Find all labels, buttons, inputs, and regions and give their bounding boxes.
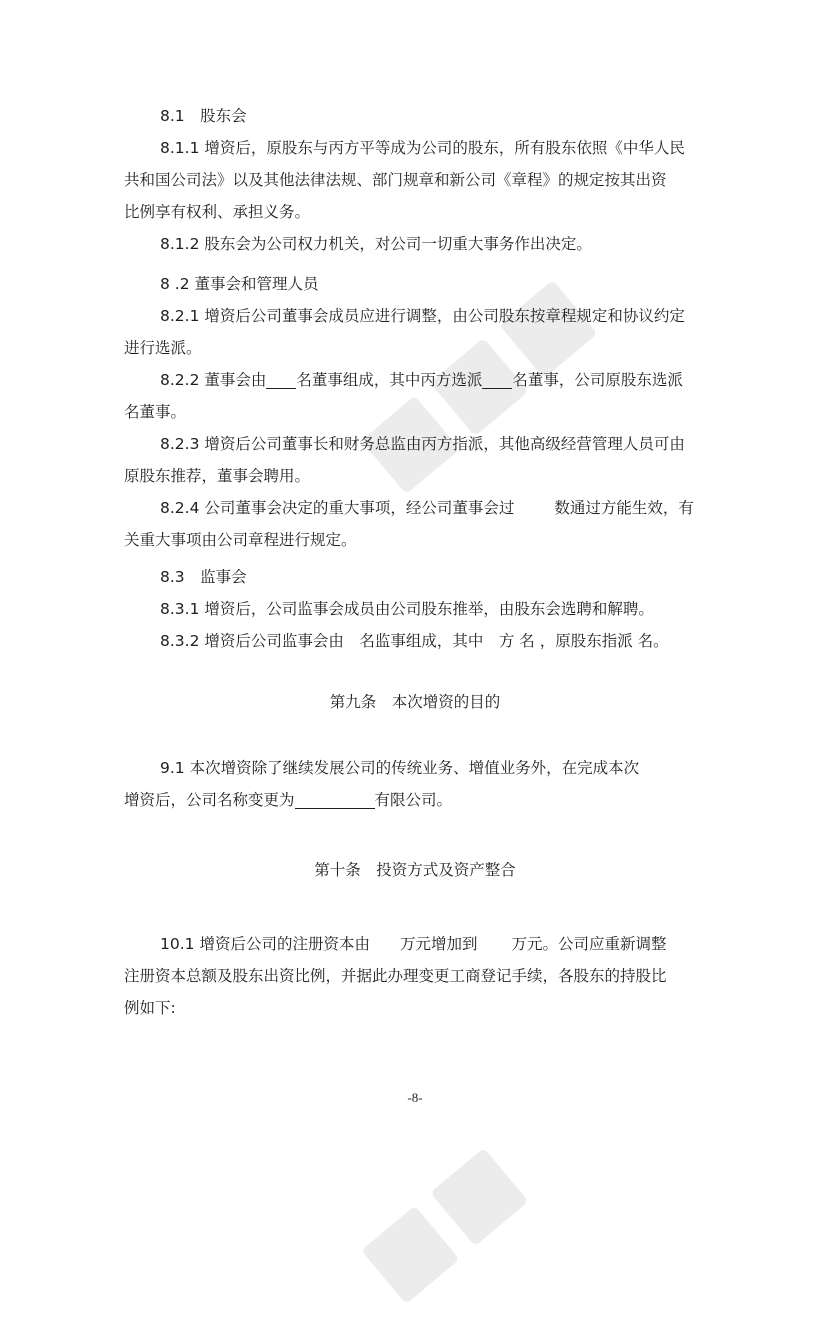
paragraph-line: 名董事。: [124, 403, 187, 421]
section-title: 8 .2 董事会和管理人员: [160, 275, 319, 293]
paragraph-line: 例如下:: [124, 999, 176, 1017]
article-9-body: [124, 752, 714, 816]
watermark-logo-bottom: [330, 1040, 630, 1340]
paragraph-line: [124, 492, 714, 524]
text: 万元。公司应重新调整: [511, 935, 667, 953]
text: 有限公司。: [374, 791, 453, 809]
paragraph-line: 8.1.2 股东会为公司权力机关，对公司一切重大事务作出决定。: [160, 235, 592, 253]
paragraph-line: 8.2.3 增资后公司董事长和财务总监由丙方指派，其他高级经营管理人员可由: [160, 435, 685, 453]
text: 增资后，公司名称变更为: [124, 791, 295, 809]
section-8-1: [124, 100, 714, 260]
text: 10.1 增资后公司的注册资本由: [160, 935, 370, 953]
paragraph-line: 注册资本总额及股东出资比例，并据此办理变更工商登记手续，各股东的持股比: [124, 967, 667, 985]
paragraph-line: [124, 364, 714, 396]
text: 名董事，公司原股东选派: [512, 371, 683, 389]
blank-field: [266, 368, 296, 389]
paragraph-line: 8.3.1 增资后，公司监事会成员由公司股东推举，由股东会选聘和解聘。: [160, 600, 654, 618]
paragraph-line: 8.1.1 增资后，原股东与丙方平等成为公司的股东，所有股东依照《中华人民: [160, 139, 685, 157]
article-9-heading: 第九条 本次增资的目的: [329, 693, 501, 711]
text: 8.2.2 董事会由: [160, 371, 267, 389]
article-10-heading: 第十条 投资方式及资产整合: [314, 861, 516, 879]
blank-field: [482, 368, 512, 389]
section-title: 8.1 股东会: [160, 107, 247, 125]
paragraph-line: 9.1 本次增资除了继续发展公司的传统业务、增值业务外，在完成本次: [160, 759, 640, 777]
paragraph-line: [124, 784, 714, 816]
paragraph-line: 进行选派。: [124, 339, 202, 357]
paragraph-line: 原股东推荐，董事会聘用。: [124, 467, 311, 485]
text: 名董事组成，其中丙方选派: [296, 371, 483, 389]
paragraph-line: [124, 928, 714, 960]
paragraph-line: 比例享有权利、承担义务。: [124, 203, 311, 221]
section-8-2: [124, 268, 714, 556]
article-10-body: [124, 928, 714, 1024]
paragraph-line: 8.3.2 增资后公司监事会由 名监事组成，其中 方 名 ，原股东指派 名。: [160, 632, 669, 650]
text: 8.2.4 公司董事会决定的重大事项，经公司董事会过: [160, 499, 515, 517]
section-title: 8.3 监事会: [160, 568, 247, 586]
section-8-3: [124, 561, 714, 657]
page-number: -8-: [407, 1090, 423, 1105]
paragraph-line: 8.2.1 增资后公司董事会成员应进行调整，由公司股东按章程规定和协议约定: [160, 307, 685, 325]
paragraph-line: 共和国公司法》以及其他法律法规、部门规章和新公司《章程》的规定按其出资: [124, 171, 667, 189]
company-name-blank: [295, 788, 375, 809]
paragraph-line: 关重大事项由公司章程进行规定。: [124, 531, 357, 549]
text: 数通过方能生效，有: [554, 499, 694, 517]
text: 万元增加到: [399, 935, 478, 953]
